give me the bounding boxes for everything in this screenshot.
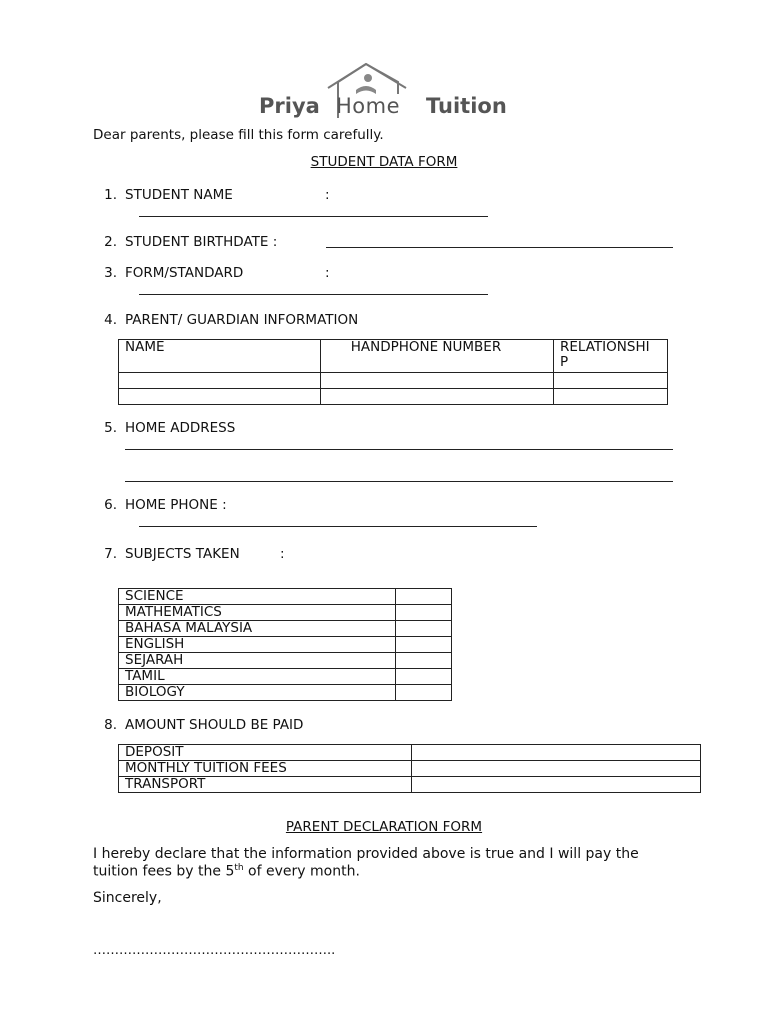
item-form-standard: 3. FORM/STANDARD (104, 265, 244, 281)
signature-line[interactable]: ……………………………………………….. (93, 943, 336, 958)
subject-check-cell[interactable] (396, 669, 452, 685)
guardian-header-name: NAME (119, 340, 321, 373)
subject-row (119, 685, 452, 701)
item-home-phone: 6. HOME PHONE : (104, 497, 227, 513)
guardian-relationship-cell[interactable] (554, 389, 668, 405)
logo-word-home: Home (336, 94, 401, 118)
subject-name: BIOLOGY (119, 685, 396, 701)
fee-amount-cell[interactable] (412, 745, 701, 761)
item-subjects-colon: : (280, 546, 285, 562)
subject-row (119, 605, 452, 621)
guardian-name-cell[interactable] (119, 373, 321, 389)
fee-label: TRANSPORT (119, 777, 412, 793)
form-standard-field[interactable] (139, 294, 488, 295)
subject-row (119, 589, 452, 605)
guardian-table-header (119, 340, 668, 373)
subject-name: SEJARAH (119, 653, 396, 669)
fee-row (119, 745, 701, 761)
logo (256, 60, 516, 124)
fee-label: MONTHLY TUITION FEES (119, 761, 412, 777)
item-birthdate: 2. STUDENT BIRTHDATE : (104, 234, 278, 250)
guardian-row (119, 373, 668, 389)
declaration-title: PARENT DECLARATION FORM (285, 819, 483, 835)
subject-check-cell[interactable] (396, 637, 452, 653)
guardian-name-cell[interactable] (119, 389, 321, 405)
fee-row (119, 777, 701, 793)
home-address-field-1[interactable] (125, 449, 673, 450)
subject-row (119, 669, 452, 685)
subjects-table (118, 588, 452, 701)
subject-name: MATHEMATICS (119, 605, 396, 621)
student-name-field[interactable] (139, 216, 488, 217)
guardian-relationship-cell[interactable] (554, 373, 668, 389)
subject-name: ENGLISH (119, 637, 396, 653)
item-amount-paid: 8. AMOUNT SHOULD BE PAID (104, 717, 304, 733)
subject-row (119, 637, 452, 653)
home-phone-field[interactable] (139, 526, 537, 527)
declaration-line-2: tuition fees by the 5th of every month. (93, 863, 360, 880)
subject-check-cell[interactable] (396, 653, 452, 669)
guardian-phone-cell[interactable] (320, 389, 553, 405)
declaration-line-1: I hereby declare that the information provided above is true and I will pay the (93, 846, 639, 862)
guardian-table (118, 339, 668, 405)
fee-amount-cell[interactable] (412, 777, 701, 793)
fee-label: DEPOSIT (119, 745, 412, 761)
logo-word-tuition: Tuition (426, 94, 507, 118)
form-title: STUDENT DATA FORM (310, 154, 458, 170)
item-form-standard-colon: : (325, 265, 330, 281)
closing-text: Sincerely, (93, 890, 162, 906)
item-guardian-info: 4. PARENT/ GUARDIAN INFORMATION (104, 312, 359, 328)
guardian-header-phone: HANDPHONE NUMBER (320, 340, 553, 373)
subject-name: SCIENCE (119, 589, 396, 605)
item-student-name-colon: : (325, 187, 330, 203)
birthdate-field[interactable] (326, 247, 673, 248)
home-address-field-2[interactable] (125, 481, 673, 482)
subject-check-cell[interactable] (396, 589, 452, 605)
item-home-address: 5. HOME ADDRESS (104, 420, 236, 436)
subject-row (119, 653, 452, 669)
subject-check-cell[interactable] (396, 605, 452, 621)
guardian-row (119, 389, 668, 405)
subject-name: TAMIL (119, 669, 396, 685)
subject-check-cell[interactable] (396, 621, 452, 637)
logo-word-priya: Priya (259, 94, 320, 118)
subject-row (119, 621, 452, 637)
guardian-phone-cell[interactable] (320, 373, 553, 389)
fee-amount-cell[interactable] (412, 761, 701, 777)
item-subjects-taken: 7. SUBJECTS TAKEN (104, 546, 240, 562)
guardian-header-relationship: RELATIONSHI P (554, 340, 668, 373)
fee-row (119, 761, 701, 777)
subject-name: BAHASA MALAYSIA (119, 621, 396, 637)
item-student-name: 1. STUDENT NAME (104, 187, 233, 203)
intro-text: Dear parents, please fill this form carefully. (93, 127, 384, 143)
fees-table (118, 744, 701, 793)
subject-check-cell[interactable] (396, 685, 452, 701)
